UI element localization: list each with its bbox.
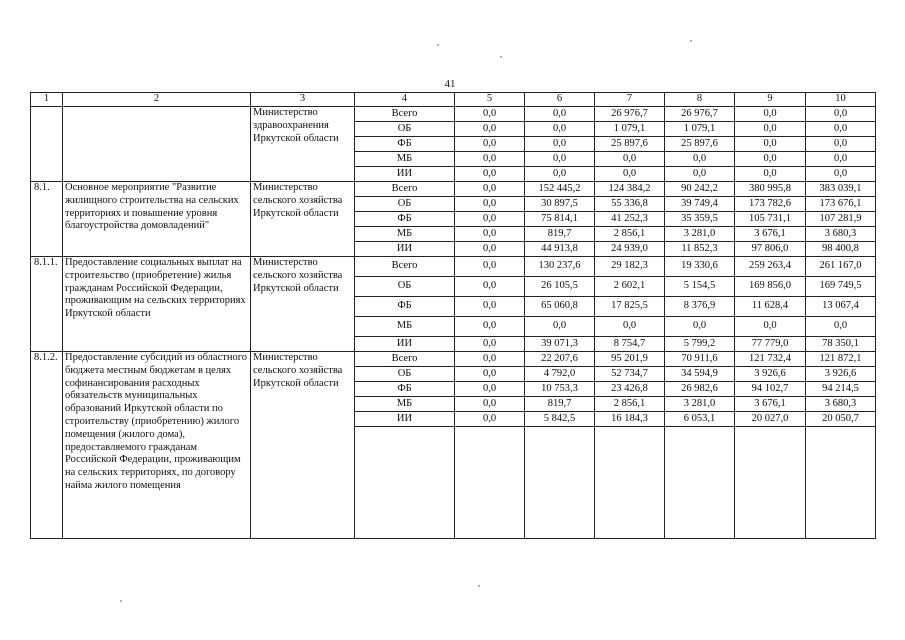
cell-value: 3 926,6	[735, 367, 806, 382]
cell-value: 94 214,5	[806, 382, 876, 397]
scan-speck	[478, 585, 480, 587]
cell-value: 44 913,8	[525, 242, 595, 257]
cell-value: 819,7	[525, 397, 595, 412]
cell-value: 124 384,2	[595, 182, 665, 197]
cell-value: 0,0	[735, 152, 806, 167]
cell-value: 0,0	[735, 137, 806, 152]
cell-value: 121 872,1	[806, 352, 876, 367]
funding-source: Всего	[355, 107, 455, 122]
cell-value: 65 060,8	[525, 297, 595, 317]
budget-table	[30, 92, 876, 539]
cell-value: 55 336,8	[595, 197, 665, 212]
cell-value: 130 237,6	[525, 257, 595, 277]
cell-value: 0,0	[455, 277, 525, 297]
cell-value: 0,0	[595, 167, 665, 182]
funding-source: МБ	[355, 317, 455, 337]
cell-value: 24 939,0	[595, 242, 665, 257]
item-code: 8.1.	[31, 182, 63, 257]
cell-value: 2 856,1	[595, 227, 665, 242]
cell-value: 3 281,0	[665, 397, 735, 412]
cell-value: 107 281,9	[806, 212, 876, 227]
cell-value: 70 911,6	[665, 352, 735, 367]
cell-value: 0,0	[455, 412, 525, 427]
column-header: 3	[251, 93, 355, 107]
cell-value: 0,0	[665, 152, 735, 167]
item-code	[31, 107, 63, 182]
cell-value: 0,0	[525, 122, 595, 137]
column-header: 9	[735, 93, 806, 107]
cell-value: 0,0	[525, 107, 595, 122]
scan-speck	[500, 56, 502, 58]
cell-value: 41 252,3	[595, 212, 665, 227]
cell-value: 39 749,4	[665, 197, 735, 212]
item-name: Предоставление субсидий из областного бюджета местным бюджетам в целях софинансирования расходных обязательств муниципальных образований Иркутской области по строительству (приобретению) жилого помещения (жилого дома), предоставляемого гражданам Российской Федерации, проживающим на сельских территориях, по договору найма жилого помещения	[63, 352, 251, 539]
cell-value: 0,0	[595, 152, 665, 167]
column-header: 2	[63, 93, 251, 107]
cell-value: 0,0	[525, 137, 595, 152]
cell-value: 0,0	[455, 397, 525, 412]
cell-value: 0,0	[665, 167, 735, 182]
item-executor: Министерство здравоохранения Иркутской области	[251, 107, 355, 182]
cell-value: 25 897,6	[665, 137, 735, 152]
cell-value: 26 982,6	[665, 382, 735, 397]
cell-value: 2 602,1	[595, 277, 665, 297]
funding-source: ОБ	[355, 277, 455, 297]
item-name	[63, 107, 251, 182]
cell-value: 0,0	[455, 382, 525, 397]
cell-value: 0,0	[455, 167, 525, 182]
funding-source: ФБ	[355, 137, 455, 152]
cell-value: 0,0	[455, 352, 525, 367]
cell-value: 0,0	[806, 107, 876, 122]
cell-value: 8 376,9	[665, 297, 735, 317]
cell-value: 98 400,8	[806, 242, 876, 257]
cell-value: 0,0	[455, 227, 525, 242]
cell-value: 23 426,8	[595, 382, 665, 397]
cell-value: 259 263,4	[735, 257, 806, 277]
cell-value: 19 330,6	[665, 257, 735, 277]
funding-source: Всего	[355, 352, 455, 367]
column-header: 8	[665, 93, 735, 107]
cell-value: 3 676,1	[735, 397, 806, 412]
cell-value: 11 852,3	[665, 242, 735, 257]
cell-value: 10 753,3	[525, 382, 595, 397]
cell-value: 0,0	[806, 317, 876, 337]
cell-value: 173 676,1	[806, 197, 876, 212]
cell-value: 39 071,3	[525, 337, 595, 352]
cell-value: 20 027,0	[735, 412, 806, 427]
cell-value: 0,0	[735, 167, 806, 182]
table-row	[31, 257, 876, 277]
cell-value: 75 814,1	[525, 212, 595, 227]
cell-value: 22 207,6	[525, 352, 595, 367]
cell-value: 5 154,5	[665, 277, 735, 297]
cell-value: 0,0	[806, 167, 876, 182]
cell-value: 0,0	[595, 317, 665, 337]
empty-cell	[355, 427, 455, 539]
item-code: 8.1.1.	[31, 257, 63, 352]
item-name: Основное мероприятие "Развитие жилищного строительства на сельских территориях и повышение уровня благоустройства домовладений"	[63, 182, 251, 257]
cell-value: 169 856,0	[735, 277, 806, 297]
cell-value: 0,0	[455, 122, 525, 137]
funding-source: ФБ	[355, 382, 455, 397]
cell-value: 77 779,0	[735, 337, 806, 352]
empty-cell	[455, 427, 525, 539]
cell-value: 1 079,1	[665, 122, 735, 137]
cell-value: 0,0	[525, 152, 595, 167]
cell-value: 0,0	[525, 167, 595, 182]
cell-value: 173 782,6	[735, 197, 806, 212]
cell-value: 0,0	[455, 182, 525, 197]
page-number: 41	[444, 78, 456, 90]
column-header: 5	[455, 93, 525, 107]
funding-source: ФБ	[355, 212, 455, 227]
cell-value: 13 067,4	[806, 297, 876, 317]
cell-value: 34 594,9	[665, 367, 735, 382]
column-header: 7	[595, 93, 665, 107]
empty-cell	[806, 427, 876, 539]
cell-value: 3 680,3	[806, 227, 876, 242]
cell-value: 152 445,2	[525, 182, 595, 197]
cell-value: 35 359,5	[665, 212, 735, 227]
funding-source: ОБ	[355, 122, 455, 137]
cell-value: 169 749,5	[806, 277, 876, 297]
cell-value: 25 897,6	[595, 137, 665, 152]
cell-value: 0,0	[455, 107, 525, 122]
cell-value: 3 926,6	[806, 367, 876, 382]
cell-value: 90 242,2	[665, 182, 735, 197]
funding-source: МБ	[355, 397, 455, 412]
item-executor: Министерство сельского хозяйства Иркутской области	[251, 352, 355, 539]
cell-value: 16 184,3	[595, 412, 665, 427]
table-row	[31, 352, 876, 367]
cell-value: 29 182,3	[595, 257, 665, 277]
scan-speck	[120, 600, 122, 602]
scan-speck	[437, 44, 439, 46]
cell-value: 0,0	[665, 317, 735, 337]
cell-value: 0,0	[806, 152, 876, 167]
column-header: 10	[806, 93, 876, 107]
funding-source: МБ	[355, 227, 455, 242]
cell-value: 0,0	[806, 122, 876, 137]
funding-source: ОБ	[355, 367, 455, 382]
cell-value: 383 039,1	[806, 182, 876, 197]
funding-source: ИИ	[355, 337, 455, 352]
cell-value: 20 050,7	[806, 412, 876, 427]
item-executor: Министерство сельского хозяйства Иркутской области	[251, 182, 355, 257]
cell-value: 0,0	[455, 337, 525, 352]
cell-value: 11 628,4	[735, 297, 806, 317]
cell-value: 0,0	[455, 242, 525, 257]
cell-value: 0,0	[455, 197, 525, 212]
cell-value: 0,0	[525, 317, 595, 337]
column-header: 1	[31, 93, 63, 107]
cell-value: 5 842,5	[525, 412, 595, 427]
item-name: Предоставление социальных выплат на строительство (приобретение) жилья гражданам Российской Федерации, проживающим на сельских территориях Иркутской области	[63, 257, 251, 352]
cell-value: 95 201,9	[595, 352, 665, 367]
funding-source: ОБ	[355, 197, 455, 212]
funding-source: ИИ	[355, 167, 455, 182]
cell-value: 0,0	[455, 152, 525, 167]
cell-value: 0,0	[735, 107, 806, 122]
cell-value: 819,7	[525, 227, 595, 242]
cell-value: 78 350,1	[806, 337, 876, 352]
cell-value: 3 676,1	[735, 227, 806, 242]
cell-value: 17 825,5	[595, 297, 665, 317]
column-header: 4	[355, 93, 455, 107]
cell-value: 8 754,7	[595, 337, 665, 352]
item-code: 8.1.2.	[31, 352, 63, 539]
cell-value: 3 281,0	[665, 227, 735, 242]
cell-value: 26 976,7	[595, 107, 665, 122]
cell-value: 52 734,7	[595, 367, 665, 382]
cell-value: 0,0	[455, 212, 525, 227]
empty-cell	[735, 427, 806, 539]
empty-cell	[525, 427, 595, 539]
cell-value: 0,0	[735, 317, 806, 337]
cell-value: 0,0	[735, 122, 806, 137]
cell-value: 26 976,7	[665, 107, 735, 122]
cell-value: 30 897,5	[525, 197, 595, 212]
header-row	[31, 93, 876, 107]
item-executor: Министерство сельского хозяйства Иркутской области	[251, 257, 355, 352]
cell-value: 94 102,7	[735, 382, 806, 397]
cell-value: 261 167,0	[806, 257, 876, 277]
cell-value: 26 105,5	[525, 277, 595, 297]
funding-source: ИИ	[355, 412, 455, 427]
cell-value: 0,0	[455, 367, 525, 382]
cell-value: 5 799,2	[665, 337, 735, 352]
empty-cell	[665, 427, 735, 539]
cell-value: 4 792,0	[525, 367, 595, 382]
table-row	[31, 182, 876, 197]
cell-value: 97 806,0	[735, 242, 806, 257]
cell-value: 0,0	[455, 297, 525, 317]
cell-value: 0,0	[455, 137, 525, 152]
empty-cell	[595, 427, 665, 539]
funding-source: Всего	[355, 257, 455, 277]
cell-value: 2 856,1	[595, 397, 665, 412]
cell-value: 6 053,1	[665, 412, 735, 427]
scan-speck	[690, 40, 692, 42]
cell-value: 0,0	[455, 257, 525, 277]
cell-value: 121 732,4	[735, 352, 806, 367]
funding-source: ФБ	[355, 297, 455, 317]
funding-source: ИИ	[355, 242, 455, 257]
cell-value: 1 079,1	[595, 122, 665, 137]
cell-value: 0,0	[455, 317, 525, 337]
table-row	[31, 107, 876, 122]
funding-source: МБ	[355, 152, 455, 167]
funding-source: Всего	[355, 182, 455, 197]
cell-value: 0,0	[806, 137, 876, 152]
cell-value: 105 731,1	[735, 212, 806, 227]
column-header: 6	[525, 93, 595, 107]
cell-value: 380 995,8	[735, 182, 806, 197]
cell-value: 3 680,3	[806, 397, 876, 412]
